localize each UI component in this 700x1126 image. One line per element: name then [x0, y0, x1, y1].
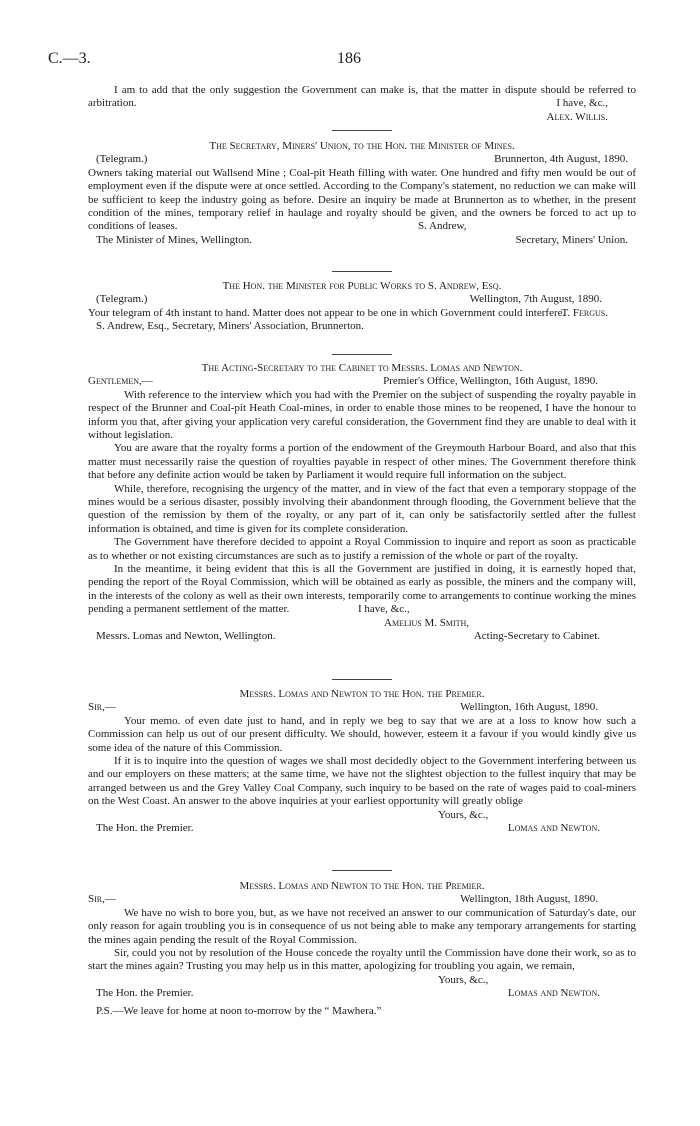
letter-heading: The Hon. the Minister for Public Works to S. Andrew, Esq. [222, 280, 502, 292]
letter-recipient: The Minister of Mines, Wellington. [96, 233, 252, 246]
letter-signature-title: Secretary, Miners' Union. [515, 233, 628, 246]
letter-lomas-newton-18 [88, 880, 636, 1018]
letter-salutation: Sir,— [88, 893, 116, 906]
document-reference: C.—3. [48, 50, 91, 67]
section-divider [332, 271, 392, 272]
letter-body: Owners taking material out Wallsend Mine ; Coal-pit Heath filling with water. One hundred and fifty men would be out of employment even if the dispute were at once settled. According to the Company's statement, no reduction we can make will be sufficient to keep the industry going as before. Desire an inquiry be made at Brunnerton as to whether, in the present condition of the mines, temporary relief in haulage and royalty should be given, and the owners be forced to act up to conditions of leases. [88, 166, 636, 233]
letter-paragraph: Sir, could you not by resolution of the House concede the royalty until the Commission have done their work, so as to start the mines again? Trusting you may help us in this matter, apologizing for troubling you again, we remain, [88, 947, 636, 973]
letter-heading: The Secretary, Miners' Union, to the Hon. the Minister of Mines. [209, 140, 515, 152]
letter-recipient: S. Andrew, Esq., Secretary, Miners' Association, Brunnerton. [96, 320, 364, 333]
letter-paragraph: The Government have therefore decided to appoint a Royal Commission to inquire and report as soon as practicable as to whether or not existing circumstances are such as to justify a remission of the whole or part of the royalty. [88, 536, 636, 562]
letter-paragraph: We have no wish to bore you, but, as we have not received an answer to our communication of Saturday's date, our only reason for again troubling you is in consequence of us not being able to make any temporary arrangements for starting the mines again pending the result of the Royal Commission. [88, 906, 636, 946]
letter-paragraph: While, therefore, recognising the urgency of the matter, and in view of the fact that even a temporary stoppage of the mines would be a serious disaster, possibly involving their abandonment through flooding, the Government believe that the question of the remission by them of the royalty, or any part of it, can only be satisfactorily settled after the fullest information is obtained, and time is given for its complete consideration. [88, 482, 636, 535]
letter-signature: Lomas and Newton. [507, 822, 600, 835]
letter-place-date: Brunnerton, 4th August, 1890. [494, 153, 628, 166]
letter-paragraph: In the meantime, it being evident that this is all the Government are justified in doing, it is earnestly hoped that, pending the report of the Royal Commission, which will be obtained as early as possible, the miners and the company will, in the interests of the colony as well as their own interests, temporarily come to arrangements to continue working the mines pending a permanent settlement of the matter. [88, 563, 636, 616]
section-divider [332, 679, 392, 680]
intro-paragraph: I am to add that the only suggestion the Government can make is, that the matter in dispute should be referred to arbitration. [88, 84, 636, 110]
letter-closing: Yours, &c., [438, 808, 489, 821]
letter-place-date: Premier's Office, Wellington, 16th August, 1890. [383, 375, 598, 388]
letter-closing: I have, &c., [358, 603, 410, 616]
letter-signature: Amelius M. Smith, [384, 616, 470, 629]
letter-signature-title: Acting-Secretary to Cabinet. [473, 630, 600, 643]
letter-postscript: P.S.—We leave for home at noon to-morrow by the “ Mawhera.” [96, 1004, 382, 1017]
section-divider [332, 130, 392, 131]
letter-paragraph: You are aware that the royalty forms a portion of the endowment of the Greymouth Harbour Board, and also that this matter must necessarily raise the question of royalties payable in respect of other mines. The Government therefore think that before any definite action would be taken by Parliament it would require full information on the subject. [88, 442, 636, 482]
letter-signature: Lomas and Newton. [507, 987, 600, 1000]
letter-signature: S. Andrew, [418, 220, 467, 233]
letter-miners-union [88, 140, 636, 247]
intro-closing: I have, &c., [556, 97, 608, 110]
letter-recipient: The Hon. the Premier. [96, 822, 194, 835]
section-divider [332, 870, 392, 871]
letter-body: Your telegram of 4th instant to hand. Matter does not appear to be one in which Government could interfere. [88, 306, 566, 319]
letter-recipient: Messrs. Lomas and Newton, Wellington. [96, 630, 276, 643]
section-divider [332, 354, 392, 355]
letter-salutation: Sir,— [88, 701, 116, 714]
letter-recipient: The Hon. the Premier. [96, 987, 194, 1000]
letter-signature: T. Fergus. [561, 306, 608, 319]
letter-place-date: Wellington, 7th August, 1890. [469, 293, 602, 306]
intro-section [88, 84, 636, 124]
letter-lomas-newton-16 [88, 688, 636, 835]
letter-paragraph: Your memo. of even date just to hand, and in reply we beg to say that we are at a loss to know how such a Commission can help us out of our present difficulty. We should, however, esteem it a favour if you would kindly give us some idea of the nature of this Commission. [88, 714, 636, 754]
letter-salutation: Gentlemen,— [88, 375, 153, 388]
letter-heading: Messrs. Lomas and Newton to the Hon. the Premier. [239, 880, 485, 892]
intro-signature: Alex. Willis. [546, 110, 608, 123]
letter-paragraph: If it is to inquire into the question of wages we shall most decidedly object to the Government interfering between us and our employers on these matters; at the same time, we have not the slightest objection to the fullest inquiry that may be arranged between us and the Grey Valley Coal Company, such inquiry to be based on the rate of wages paid to coal-miners on the West Coast. An answer to the above inquiries at your earliest opportunity will greatly oblige [88, 755, 636, 808]
letter-paragraph: With reference to the interview which you had with the Premier on the subject of suspending the royalty payable in respect of the Brunner and Coal-pit Heath Coal-mines, in order to enable those mines to be reopened, I have the honour to inform you that, after giving your application very careful consideration, the Government find they are unable to deal with it without legislation. [88, 388, 636, 442]
letter-place-date: Wellington, 16th August, 1890. [460, 701, 598, 714]
letter-type: (Telegram.) [96, 153, 148, 166]
letter-minister-public-works [88, 280, 636, 334]
letter-acting-secretary [88, 362, 636, 643]
letter-place-date: Wellington, 18th August, 1890. [460, 893, 598, 906]
letter-closing: Yours, &c., [438, 973, 489, 986]
letter-heading: Messrs. Lomas and Newton to the Hon. the Premier. [239, 688, 485, 700]
page-number: 186 [337, 50, 361, 67]
letter-type: (Telegram.) [96, 293, 148, 306]
letter-heading: The Acting-Secretary to the Cabinet to Messrs. Lomas and Newton. [201, 362, 523, 374]
